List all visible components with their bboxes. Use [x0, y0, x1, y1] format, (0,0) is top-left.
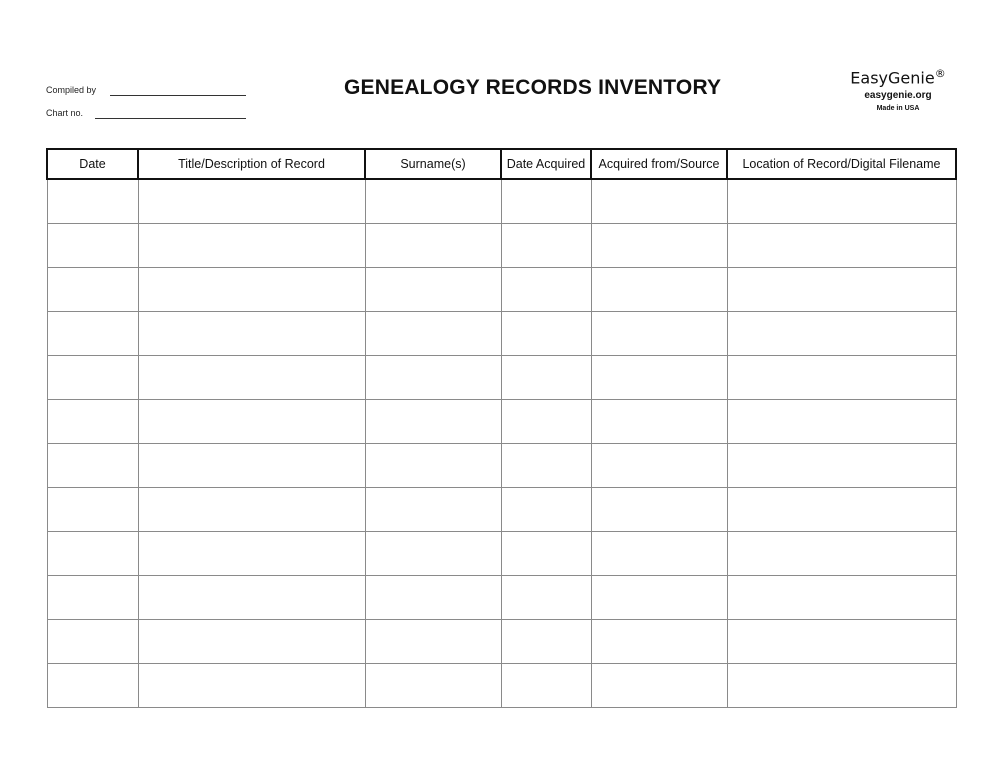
location-cell[interactable] [727, 268, 956, 312]
surname-cell[interactable] [365, 576, 501, 620]
compiled-by-label: Compiled by [46, 85, 97, 95]
table-row [47, 488, 956, 532]
chart-no-field[interactable] [95, 118, 246, 119]
source-cell[interactable] [591, 179, 727, 224]
source-cell[interactable] [591, 576, 727, 620]
table-row [47, 620, 956, 664]
date-cell[interactable] [47, 179, 138, 224]
location-cell[interactable] [727, 576, 956, 620]
title-cell[interactable] [138, 488, 365, 532]
date-acquired-cell[interactable] [501, 576, 591, 620]
surname-cell[interactable] [365, 444, 501, 488]
source-cell[interactable] [591, 620, 727, 664]
date-acquired-cell[interactable] [501, 356, 591, 400]
surname-cell[interactable] [365, 268, 501, 312]
header-row [47, 149, 956, 179]
brand-origin: Made in USA [876, 105, 920, 113]
table-row [47, 444, 956, 488]
brand-name [843, 67, 953, 87]
table-row [47, 268, 956, 312]
title-cell[interactable] [138, 312, 365, 356]
location-cell[interactable] [727, 620, 956, 664]
title-cell[interactable] [138, 664, 365, 708]
col-header-date: Date [47, 149, 138, 179]
date-cell[interactable] [47, 356, 138, 400]
registered-mark: ® [934, 67, 946, 80]
source-cell[interactable] [591, 664, 727, 708]
title-cell[interactable] [138, 224, 365, 268]
date-acquired-cell[interactable] [501, 532, 591, 576]
title-cell[interactable] [138, 356, 365, 400]
page-title: GENEALOGY RECORDS INVENTORY [344, 76, 722, 99]
col-header-location: Location of Record/Digital Filename [727, 149, 956, 179]
source-cell[interactable] [591, 444, 727, 488]
date-acquired-cell[interactable] [501, 224, 591, 268]
table-row [47, 224, 956, 268]
location-cell[interactable] [727, 488, 956, 532]
source-cell[interactable] [591, 532, 727, 576]
source-cell[interactable] [591, 312, 727, 356]
table-row [47, 312, 956, 356]
compiled-by-field[interactable] [110, 95, 246, 96]
date-cell[interactable] [47, 400, 138, 444]
date-acquired-cell[interactable] [501, 620, 591, 664]
brand-url[interactable]: easygenie.org [864, 90, 932, 102]
date-cell[interactable] [47, 224, 138, 268]
location-cell[interactable] [727, 356, 956, 400]
surname-cell[interactable] [365, 224, 501, 268]
date-cell[interactable] [47, 268, 138, 312]
table-row [47, 532, 956, 576]
date-cell[interactable] [47, 488, 138, 532]
location-cell[interactable] [727, 532, 956, 576]
date-acquired-cell[interactable] [501, 488, 591, 532]
location-cell[interactable] [727, 224, 956, 268]
date-cell[interactable] [47, 664, 138, 708]
location-cell[interactable] [727, 400, 956, 444]
surname-cell[interactable] [365, 620, 501, 664]
brand-name-text: EasyGenie [850, 68, 935, 88]
date-cell[interactable] [47, 532, 138, 576]
date-cell[interactable] [47, 312, 138, 356]
surname-cell[interactable] [365, 532, 501, 576]
title-cell[interactable] [138, 576, 365, 620]
title-cell[interactable] [138, 268, 365, 312]
compiled-by-line [46, 85, 96, 95]
date-acquired-cell[interactable] [501, 444, 591, 488]
chart-no-label: Chart no. [46, 108, 84, 118]
title-cell[interactable] [138, 179, 365, 224]
source-cell[interactable] [591, 356, 727, 400]
source-cell[interactable] [591, 400, 727, 444]
surname-cell[interactable] [365, 400, 501, 444]
surname-cell[interactable] [365, 664, 501, 708]
title-cell[interactable] [138, 532, 365, 576]
location-cell[interactable] [727, 664, 956, 708]
location-cell[interactable] [727, 312, 956, 356]
inventory-table [46, 148, 957, 708]
surname-cell[interactable] [365, 488, 501, 532]
surname-cell[interactable] [365, 312, 501, 356]
table-row [47, 400, 956, 444]
date-acquired-cell[interactable] [501, 268, 591, 312]
source-cell[interactable] [591, 224, 727, 268]
location-cell[interactable] [727, 444, 956, 488]
table-row [47, 179, 956, 224]
date-cell[interactable] [47, 576, 138, 620]
col-header-source: Acquired from/Source [591, 149, 727, 179]
title-cell[interactable] [138, 400, 365, 444]
title-cell[interactable] [138, 620, 365, 664]
surname-cell[interactable] [365, 356, 501, 400]
col-header-date-acquired: Date Acquired [501, 149, 591, 179]
source-cell[interactable] [591, 268, 727, 312]
table-row [47, 576, 956, 620]
location-cell[interactable] [727, 179, 956, 224]
title-cell[interactable] [138, 444, 365, 488]
col-header-surnames: Surname(s) [365, 149, 501, 179]
col-header-title-description: Title/Description of Record [138, 149, 365, 179]
date-cell[interactable] [47, 620, 138, 664]
surname-cell[interactable] [365, 179, 501, 224]
date-acquired-cell[interactable] [501, 312, 591, 356]
date-cell[interactable] [47, 444, 138, 488]
brand-block [843, 67, 953, 112]
source-cell[interactable] [591, 488, 727, 532]
date-acquired-cell[interactable] [501, 179, 591, 224]
date-acquired-cell[interactable] [501, 664, 591, 708]
date-acquired-cell[interactable] [501, 400, 591, 444]
chart-no-line [46, 108, 83, 118]
table-row [47, 356, 956, 400]
inventory-body [47, 179, 956, 708]
table-row [47, 664, 956, 708]
